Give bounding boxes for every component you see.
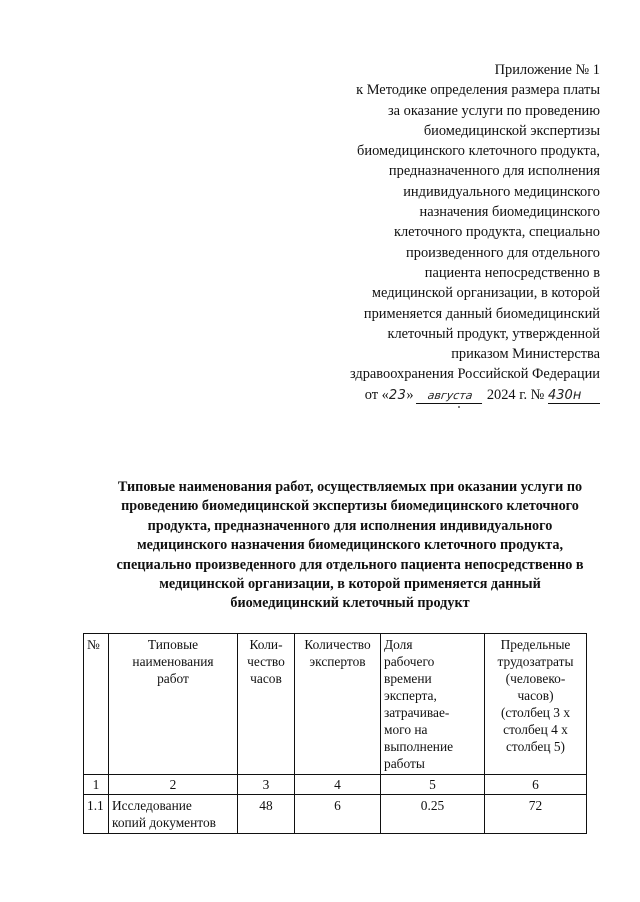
appendix-line: пациента непосредственно в — [424, 264, 600, 281]
appendix-line: к Методике определения размера платы — [356, 82, 600, 99]
header-labor-limit — [485, 634, 587, 775]
title-line: биомедицинский клеточный продукт — [230, 595, 470, 612]
row-hours: 48 — [238, 795, 295, 834]
table-row — [84, 795, 587, 834]
header-number — [84, 634, 109, 775]
header-text: наименования — [132, 654, 214, 669]
header-work-name — [109, 634, 238, 775]
header-text: часов) — [517, 688, 554, 703]
appendix-line: индивидуального медицинского — [403, 183, 600, 200]
table-header-row — [84, 634, 587, 775]
header-text: Предельные — [500, 637, 571, 652]
ink-mark — [458, 406, 460, 408]
header-text: эксперта, — [384, 688, 437, 703]
appendix-line: назначения биомедицинского — [419, 204, 600, 221]
appendix-line: здравоохранения Российской Федерации — [349, 366, 600, 383]
title-line: Типовые наименования работ, осуществляемых при оказании услуги по — [117, 479, 583, 495]
header-text: часов — [250, 671, 282, 686]
appendix-line: предназначенного для исполнения — [388, 163, 600, 180]
header-text: (столбец 3 х — [500, 705, 571, 720]
row-work-name-line: копий документов — [112, 815, 216, 830]
header-text: рабочего — [384, 654, 435, 669]
handwritten-day: 23 — [388, 387, 407, 403]
header-text: работы — [384, 756, 425, 771]
row-time-share: 0.25 — [381, 795, 485, 834]
header-text: (человеко- — [505, 671, 566, 686]
appendix-line: медицинской организации, в которой — [371, 285, 600, 302]
document-title — [90, 478, 610, 614]
title-line: медицинского назначения биомедицинского клеточного продукта, — [136, 537, 564, 554]
header-text: Доля — [384, 637, 413, 652]
row-work-name — [109, 795, 238, 834]
appendix-line: клеточного продукта, специально — [393, 224, 600, 241]
column-number: 2 — [109, 775, 238, 795]
order-date-line — [350, 385, 600, 406]
header-text: трудозатраты — [497, 654, 574, 669]
title-line: медицинской организации, в которой применяется данный — [159, 576, 541, 593]
column-number: 5 — [381, 775, 485, 795]
header-text: времени — [384, 671, 432, 686]
appendix-line: клеточный продукт, утвержденной — [387, 325, 600, 342]
header-text: № — [87, 637, 100, 652]
title-line: специально произведенного для отдельного пациента непосредственно в — [116, 556, 584, 573]
column-number: 1 — [84, 775, 109, 795]
order-year-text: 2024 г. № — [483, 386, 548, 403]
appendix-block — [350, 60, 600, 406]
header-experts — [295, 634, 381, 775]
row-number: 1.1 — [84, 795, 109, 834]
header-text: работ — [157, 671, 189, 686]
column-number: 4 — [295, 775, 381, 795]
header-time-share — [381, 634, 485, 775]
row-work-name-line: Исследование — [112, 798, 192, 813]
header-text: столбец 5) — [505, 739, 566, 754]
header-text: затрачивае- — [384, 705, 450, 720]
appendix-line: применяется данный биомедицинский — [363, 305, 600, 322]
title-line: проведению биомедицинской экспертизы биомедицинского клеточного — [121, 498, 579, 515]
works-table — [83, 633, 587, 834]
appendix-line: приказом Министерства — [451, 346, 600, 363]
header-text: экспертов — [309, 654, 366, 669]
column-number: 3 — [238, 775, 295, 795]
header-text: столбец 4 х — [503, 722, 568, 737]
order-close-quote: » — [406, 386, 414, 403]
column-number-row — [84, 775, 587, 795]
row-experts: 6 — [295, 795, 381, 834]
header-hours — [238, 634, 295, 775]
title-line: продукта, предназначенного для исполнения индивидуального — [147, 517, 553, 534]
handwritten-order-number: 430н — [548, 389, 600, 404]
header-text: выполнение — [384, 739, 454, 754]
appendix-line: за оказание услуги по проведению — [387, 102, 600, 119]
appendix-line: произведенного для отдельного — [406, 244, 600, 261]
header-text: Типовые — [147, 637, 199, 652]
header-text: Количество — [304, 637, 371, 652]
appendix-line: биомедицинского клеточного продукта, — [357, 143, 600, 160]
order-prefix: от « — [364, 386, 389, 403]
handwritten-month: августа — [416, 389, 484, 404]
row-labor-limit: 72 — [485, 795, 587, 834]
header-text: чество — [247, 654, 285, 669]
header-text: мого на — [384, 722, 428, 737]
appendix-line: Приложение № 1 — [494, 62, 600, 78]
header-text: Коли- — [249, 637, 283, 652]
column-number: 6 — [485, 775, 587, 795]
appendix-line: биомедицинской экспертизы — [423, 122, 600, 139]
